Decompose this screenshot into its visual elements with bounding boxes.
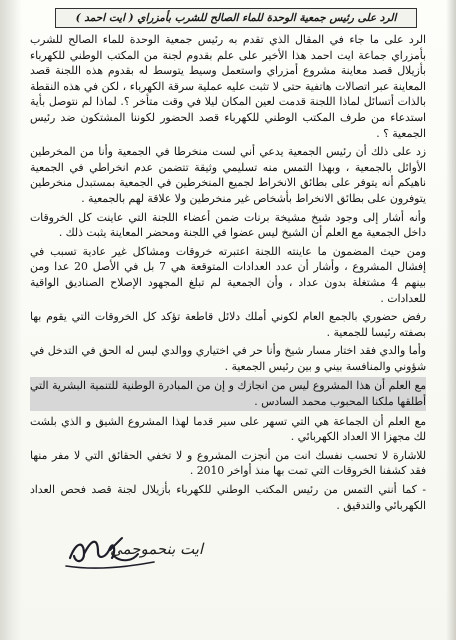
paragraph: - كما أنني التمس من رئيس المكتب الوطني للكهرباء بأزيلال لجنة قصد فحص العداد الكهربائي والتدقيق . — [30, 483, 426, 512]
paragraph: وأنه أشار إلى وجود شيخ مشيخة برنات ضمن أعضاء اللجنة التي عاينت كل الخروقات داخل الجمعية مع العلم أن الشيخ ليس عضوا في اللجنة ومحضر المعاينة يثبت ذلك . — [30, 210, 426, 240]
paragraph: مع العلم أن الجماعة هي التي تسهر على سير قدما لهذا المشروع الشيق و الذي بلشت لك مجهزا الا العداد الكهربائي . — [30, 414, 426, 444]
document-title: الرد على رئيس جمعية الوحدة للماء الصالح للشرب بأمزراي ( ايت احمد ) — [55, 8, 417, 28]
document-body — [30, 32, 426, 532]
paragraph: وأما والدي فقد اختار مسار شيخ وأنا حر في اختياري ووالدي ليس له الحق في التدخل في شؤوني والمنافسة بيني و بين رئيس الجمعية . — [30, 344, 426, 373]
scan-shadow-left — [0, 0, 22, 640]
signature-name: ايت بنحموحمي — [110, 540, 204, 558]
paragraph: للاشارة لا تحسب نفسك انت من أنجزت المشروع و لا تخفي الحقائق التي لا مفر منها فقد كشفنا الخروقات التي تمت بها منذ أواخر 2010 . — [30, 448, 426, 478]
paragraph: رفض حضوري بالجمع العام لكوني أملك دلائل قاطعة تؤكد كل الخروقات التي يقوم بها بصفته رئيسا للجمعية . — [30, 310, 426, 339]
highlighted-paragraph: مع العلم أن هذا المشروع ليس من انجازك و إن من المبادرة الوطنية للتنمية البشرية التي أطلقها ملكنا المحبوب محمد السادس . — [30, 377, 426, 410]
paragraph: ومن حيث المضمون ما عاينته اللجنة اعتبرته خروقات ومشاكل غير عادية تسبب في إفشال المشروع ، وأشار أن عدد العدادات المتوقعة هي 7 بل في الأصل 20 عدا ومن بينهم 4 مشتغلة بدون عداد ، وأن الجمعية لم تبلغ المجهود الإصلاح الصناديق الواقية للعدادات . — [30, 244, 426, 305]
paragraph: زد على ذلك أن رئيس الجمعية يدعي أني لست منخرطا في الجمعية وأنا من المخرطين الأوائل بالجمعية ، وبهذا التمس منه تسليمي وثيقة تتضمن عدم انخراطي في الجمعية ناهيكم أنه يتوفر على بطائق الانخراط لجميع المنخرطين في الجمعية بمستبدل منخرطين يتوفرون على بطائق الانخراط بأشخاص غير منخرطين ولا علاقة لهم بالجمعية . — [30, 145, 426, 205]
paragraph: الرد على ما جاء في المقال الذي تقدم به رئيس جمعية الوحدة للماء الصالح للشرب بأمزراي جماعة ايت احمد هذا الأخير على علم بقدوم لجنة من المكتب الوطني للكهرباء بأزيلال قصد معاينة مشروع أمزراي واستعمل وسيط يتوسط له بقدوم هذه اللجنة قصد المعاينة عبر اتصالات هاتفية حتى لا تثبت عليه عملية سرقة الكهرباء ، لكن في هذه النقطة بالذات أتسائل لماذا اللجنة قدمت لعين المكان ليلا في وقت متأخر ؟. لماذا لم نتوصل بأية استدعاء من طرف المكتب الوطني للكهرباء قصد الحضور لكوننا المشتكون ضد رئيس الجمعية ؟ . — [30, 33, 426, 140]
scan-shadow-right — [446, 0, 456, 640]
